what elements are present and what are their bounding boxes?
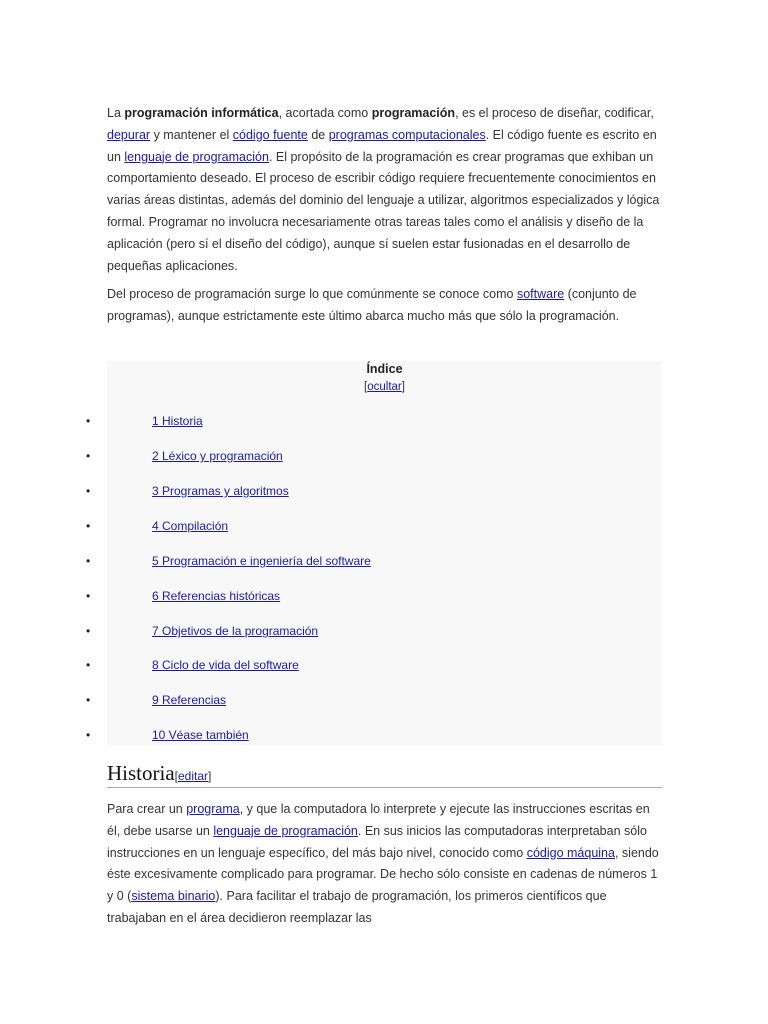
intro-paragraph-1 [107,103,662,277]
article-intro [107,103,662,335]
toc-item [0,517,660,535]
bullet-icon: • [86,693,91,707]
toc-title: Índice [366,362,403,376]
bullet-icon: • [86,554,91,568]
bullet-icon: • [86,728,91,742]
text: La [107,106,125,120]
toc-item [0,691,660,709]
toc-link-compilacion[interactable]: 4 Compilación [152,519,229,533]
bullet-icon: • [86,484,91,498]
text: , es el proceso de diseñar, codificar, [455,106,654,120]
edit-section-link[interactable]: editar [178,769,209,783]
toc-link-vease-tambien[interactable]: 10 Véase también [152,728,249,742]
toc-link-ingenieria[interactable]: 5 Programación e ingeniería del software [152,554,371,568]
toc-item [0,552,660,570]
bold-term: programación informática [124,106,279,120]
toc-link-historia[interactable]: 1 Historia [152,414,203,428]
bullet-icon: • [86,414,91,428]
text: de [307,127,329,142]
toc-item [0,587,660,605]
text: (conjunto de programas), aunque estrictamente este último abarca mucho más que sólo la programación. [107,287,637,324]
toc-link-lexico[interactable]: 2 Léxico y programación [152,449,283,463]
toc-link-ciclo-de-vida[interactable]: 8 Ciclo de vida del software [152,658,299,672]
bullet-icon: • [86,658,91,672]
text: , y que la computadora lo interprete y ejecute las instrucciones escritas en él, debe usarse un [107,802,650,838]
toc-item [0,656,660,674]
bracket: [ [364,381,368,393]
toc-item [0,482,660,500]
historia-section [107,799,662,937]
link-lenguaje-de-programacion[interactable]: lenguaje de programación [124,149,269,164]
bracket: [ [174,769,178,783]
toc-link-referencias-historicas[interactable]: 6 Referencias históricas [152,589,281,603]
link-sistema-binario[interactable]: sistema binario [131,889,216,904]
text: . El propósito de la programación es crear programas que exhiban un comportamiento deseado. El proceso de escribir código requiere frecuentemente conocimientos en varias áreas distintas, además del dominio del lenguaje a utilizar, algoritmos especializados y lógica formal. Programar no involucra necesariamente otras tareas tales como el análisis y diseño de la aplicación (pero sí el diseño del código), aunque sí suelen estar fusionadas en el desarrollo de pequeñas aplicaciones. [107,149,660,273]
text: Del proceso de programación surge lo que comúnmente se conoce como [107,287,517,302]
toc-link-programas[interactable]: 3 Programas y algoritmos [152,484,289,498]
toc-link-objetivos[interactable]: 7 Objetivos de la programación [152,624,319,638]
bullet-icon: • [86,589,91,603]
bullet-icon: • [86,519,91,533]
link-software[interactable]: software [516,287,565,302]
bracket: ] [208,769,212,783]
section-title: Historia [107,761,175,785]
bullet-icon: • [86,624,91,638]
text: . En sus inicios las computadoras interpretaban sólo instrucciones en un lenguaje específico, del más bajo nivel, conocido como [107,823,647,860]
toc-item [0,447,660,465]
link-lenguaje-de-programacion[interactable]: lenguaje de programación [213,823,358,838]
bracket: ] [401,381,405,393]
toc-item [0,726,660,744]
link-depurar[interactable]: depurar [107,127,151,142]
text: ). Para facilitar el trabajo de programación, los primeros científicos que trabajaban en el área decidieron reemplazar las [107,889,607,925]
toc-hide-link[interactable]: ocultar [367,381,402,393]
intro-paragraph-2 [107,284,662,328]
text: , acortada como [278,106,372,120]
historia-paragraph-1 [107,799,662,930]
text: , siendo éste excesivamente complicado para programar. De hecho sólo consiste en cadenas de números 1 y 0 ( [107,845,659,904]
section-heading-historia [107,760,662,788]
bold-term: programación [371,106,456,120]
toc-item [0,412,660,430]
toc-item [0,622,660,640]
link-codigo-fuente[interactable]: código fuente [232,127,308,142]
link-codigo-maquina[interactable]: código máquina [526,845,615,860]
toc-link-referencias[interactable]: 9 Referencias [152,693,227,707]
edit-control [175,769,212,783]
link-programa[interactable]: programa [186,802,240,816]
toc-hide-control [107,380,662,394]
bullet-icon: • [86,449,91,463]
link-programas-computacionales[interactable]: programas computacionales [328,127,486,142]
text: . El código fuente es escrito en un [107,127,657,164]
text: y mantener el [150,127,233,142]
text: Para crear un [107,802,187,816]
